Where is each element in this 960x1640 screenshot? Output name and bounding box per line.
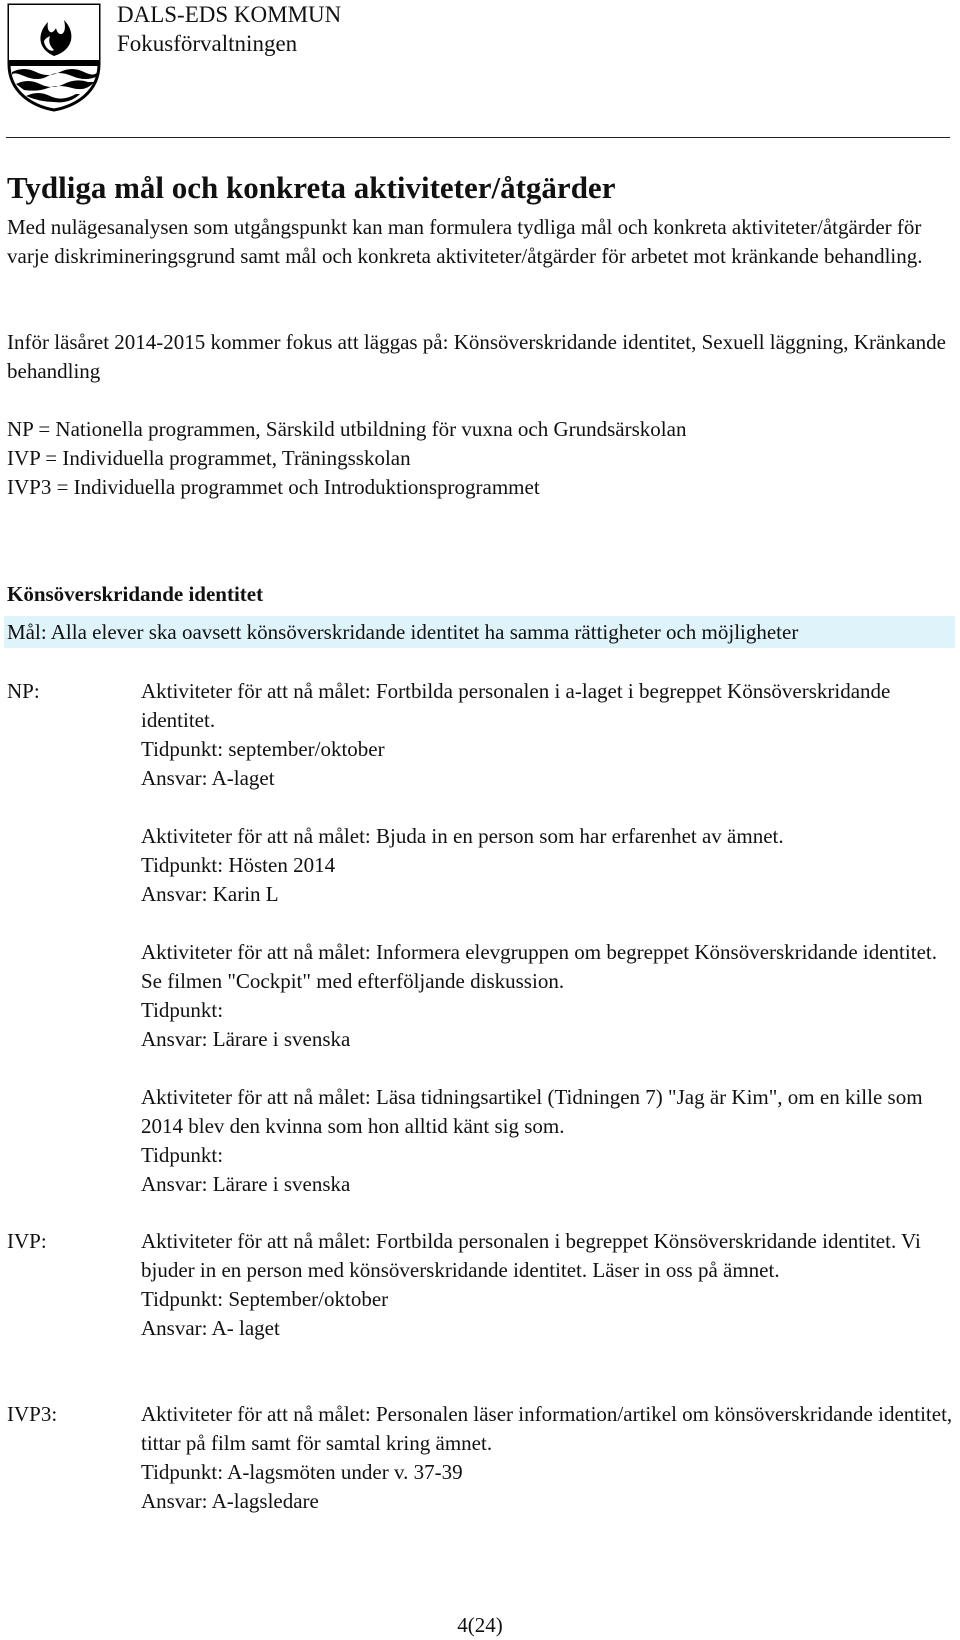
activity-time: Tidpunkt: September/oktober: [141, 1287, 389, 1311]
activity-time: Tidpunkt:: [141, 998, 224, 1022]
activity-responsible: Ansvar: Lärare i svenska: [141, 1027, 351, 1051]
section-title: Könsöverskridande identitet: [7, 582, 264, 606]
page-title: Tydliga mål och konkreta aktiviteter/åtgärder: [7, 170, 616, 205]
activity-block: [141, 677, 956, 793]
page-number: 4(24): [457, 1613, 503, 1637]
abbreviation-ivp3: IVP3 = Individuella programmet och Introduktionsprogrammet: [7, 475, 540, 499]
municipality-coat-of-arms: [6, 2, 102, 112]
activity-text: Aktiviteter för att nå målet: Läsa tidningsartikel (Tidningen 7) "Jag är Kim", om en kille som 2014 blev den kvinna som hon alltid känt sig som.: [141, 1085, 923, 1138]
header-divider: [6, 137, 950, 138]
abbreviation-ivp: IVP = Individuella programmet, Träningsskolan: [7, 446, 411, 470]
group-label-ivp3: IVP3:: [7, 1402, 58, 1426]
activity-responsible: Ansvar: Lärare i svenska: [141, 1172, 351, 1196]
activity-time: Tidpunkt:: [141, 1143, 224, 1167]
activity-time: Tidpunkt: A-lagsmöten under v. 37-39: [141, 1460, 463, 1484]
activity-text: Aktiviteter för att nå målet: Bjuda in en person som har erfarenhet av ämnet.: [141, 824, 784, 848]
activity-text: Aktiviteter för att nå målet: Personalen läser information/artikel om könsöverskridande identitet, tittar på film samt för samtal kring ämnet.: [141, 1402, 953, 1455]
goal-statement: Mål: Alla elever ska oavsett könsöverskridande identitet ha samma rättigheter och möjligheter: [4, 616, 955, 648]
department-name: Fokusförvaltningen: [117, 31, 298, 56]
group-label-np: NP:: [7, 679, 40, 703]
activity-block: [141, 938, 956, 1054]
activity-responsible: Ansvar: A- laget: [141, 1316, 280, 1340]
activity-text: Aktiviteter för att nå målet: Fortbilda personalen i a-laget i begreppet Könsöverskridande identitet.: [141, 679, 891, 732]
focus-paragraph: Inför läsåret 2014-2015 kommer fokus att läggas på: Könsöverskridande identitet, Sexuell läggning, Kränkande behandling: [7, 330, 946, 383]
activity-text: Aktiviteter för att nå målet: Fortbilda personalen i begreppet Könsöverskridande identitet. Vi bjuder in en person med könsöverskridande identitet. Läser in oss på ämnet.: [141, 1229, 921, 1282]
abbreviation-list: [7, 415, 686, 502]
activity-block: [141, 1083, 956, 1199]
activity-text: Aktiviteter för att nå målet: Informera elevgruppen om begreppet Könsöverskridande identitet. Se filmen "Cockpit" med efterföljande diskussion.: [141, 940, 937, 993]
activity-responsible: Ansvar: Karin L: [141, 882, 279, 906]
abbreviation-np: NP = Nationella programmen, Särskild utbildning för vuxna och Grundsärskolan: [7, 417, 687, 441]
activity-responsible: Ansvar: A-laget: [141, 766, 275, 790]
activity-responsible: Ansvar: A-lagsledare: [141, 1489, 319, 1513]
activity-time: Tidpunkt: september/oktober: [141, 737, 385, 761]
organization-header: [117, 0, 341, 58]
group-label-ivp: IVP:: [7, 1229, 47, 1253]
activity-block: [141, 822, 956, 909]
organization-name: DALS-EDS KOMMUN: [117, 2, 342, 27]
activity-time: Tidpunkt: Hösten 2014: [141, 853, 336, 877]
activity-block: [141, 1227, 956, 1343]
activity-block: [141, 1400, 956, 1516]
intro-paragraph: Med nulägesanalysen som utgångspunkt kan man formulera tydliga mål och konkreta aktiviteter/åtgärder för varje diskrimineringsgrund samt mål och konkreta aktiviteter/åtgärder för arbetet mot kränkande behandling.: [7, 215, 923, 268]
